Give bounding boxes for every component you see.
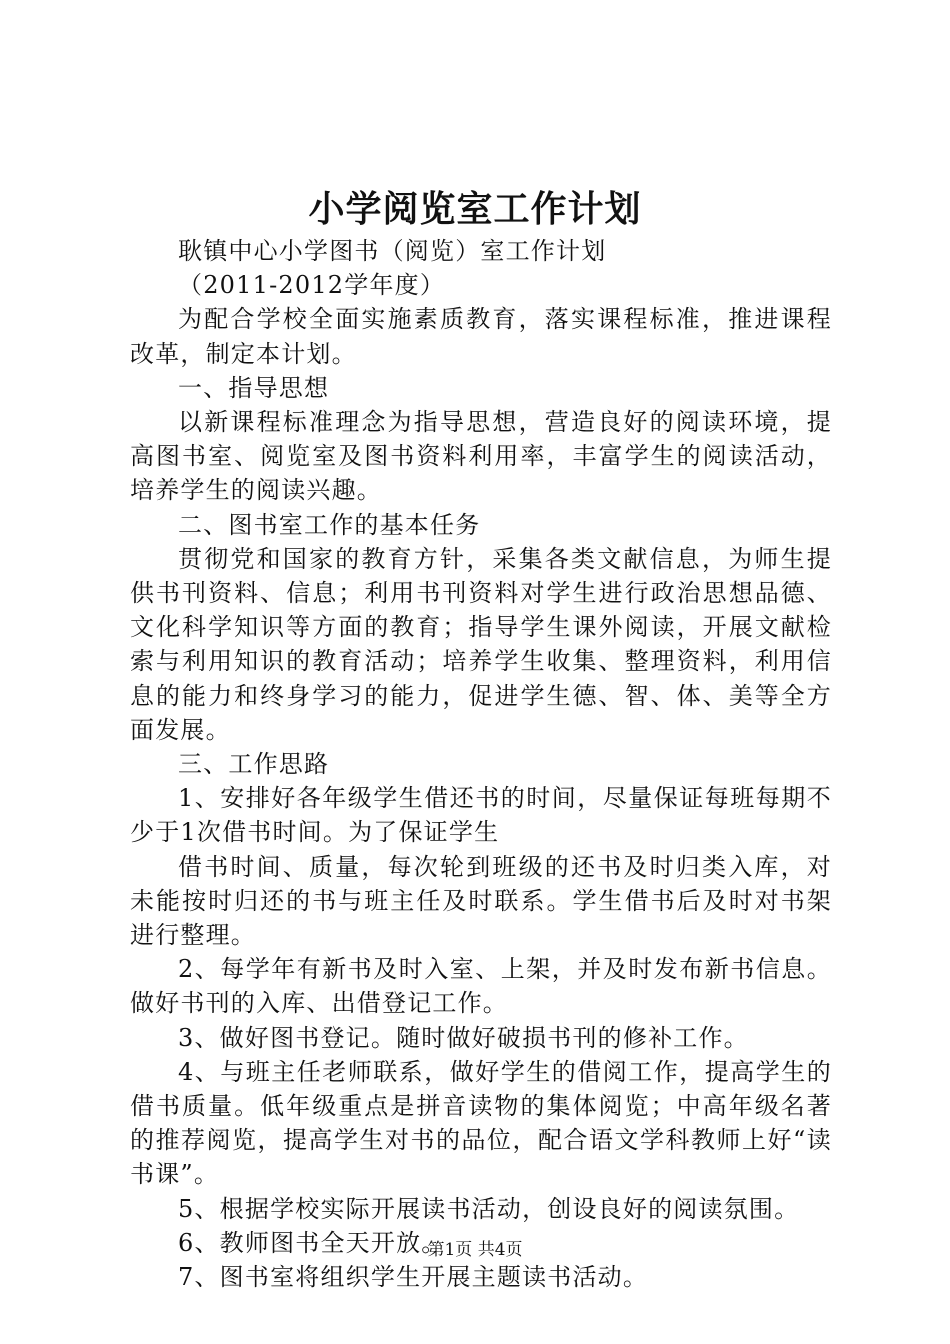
paragraph-intro: 为配合学校全面实施素质教育，落实课程标准，推进课程改革，制定本计划。 [130,305,832,368]
paragraph-item-7: 7、图书室将组织学生开展主题读书活动。 [178,1263,649,1292]
paragraph-item-2: 2、每学年有新书及时入室、上架，并及时发布新书信息。做好书刊的入库、出借登记工作。 [130,955,832,1018]
subtitle-year: （2011-2012学年度） [178,271,446,300]
heading-basic-tasks: 二、图书室工作的基本任务 [178,510,481,539]
paragraph-basic-tasks: 贯彻党和国家的教育方针，采集各类文献信息，为师生提供书刊资料、信息；利用书刊资料对学生进行政治思想品德、文化科学知识等方面的教育；指导学生课外阅读，开展文献检索与利用知识的教育活动；培养学生收集、整理资料，利用信息的能力和终身学习的能力，促进学生德、智、体、美等全方面发展。 [130,544,832,744]
paragraph-item-5: 5、根据学校实际开展读书活动，创设良好的阅读氛围。 [178,1194,800,1223]
paragraph-item-1-continued: 借书时间、质量，每次轮到班级的还书及时归类入库，对未能按时归还的书与班主任及时联系。学生借书后及时对书架进行整理。 [130,852,832,950]
paragraph-item-1: 1、安排好各年级学生借还书的时间，尽量保证每班每期不少于1次借书时间。为了保证学生 [130,784,832,847]
heading-work-plan: 三、工作思路 [178,750,330,779]
paragraph-item-6: 6、教师图书全天开放。 [178,1228,447,1257]
paragraph-item-3: 3、做好图书登记。随时做好破损书刊的修补工作。 [178,1023,749,1052]
heading-guiding-thought: 一、指导思想 [178,373,330,402]
paragraph-guiding-thought: 以新课程标准理念为指导思想，营造良好的阅读环境，提高图书室、阅览室及图书资料利用率，丰富学生的阅读活动，培养学生的阅读兴趣。 [130,408,832,505]
subtitle-school: 耿镇中心小学图书（阅览）室工作计划 [178,237,607,265]
document-body [130,234,832,1294]
paragraph-item-4: 4、与班主任老师联系，做好学生的借阅工作，提高学生的借书质量。低年级重点是拼音读物的集体阅览；中高年级名著的推荐阅览，提高学生对书的品位，配合语文学科教师上好“读书课”。 [130,1057,832,1189]
page-footer: 第1页 共4页 [427,1240,523,1260]
document-title: 小学阅览室工作计划 [308,188,642,230]
